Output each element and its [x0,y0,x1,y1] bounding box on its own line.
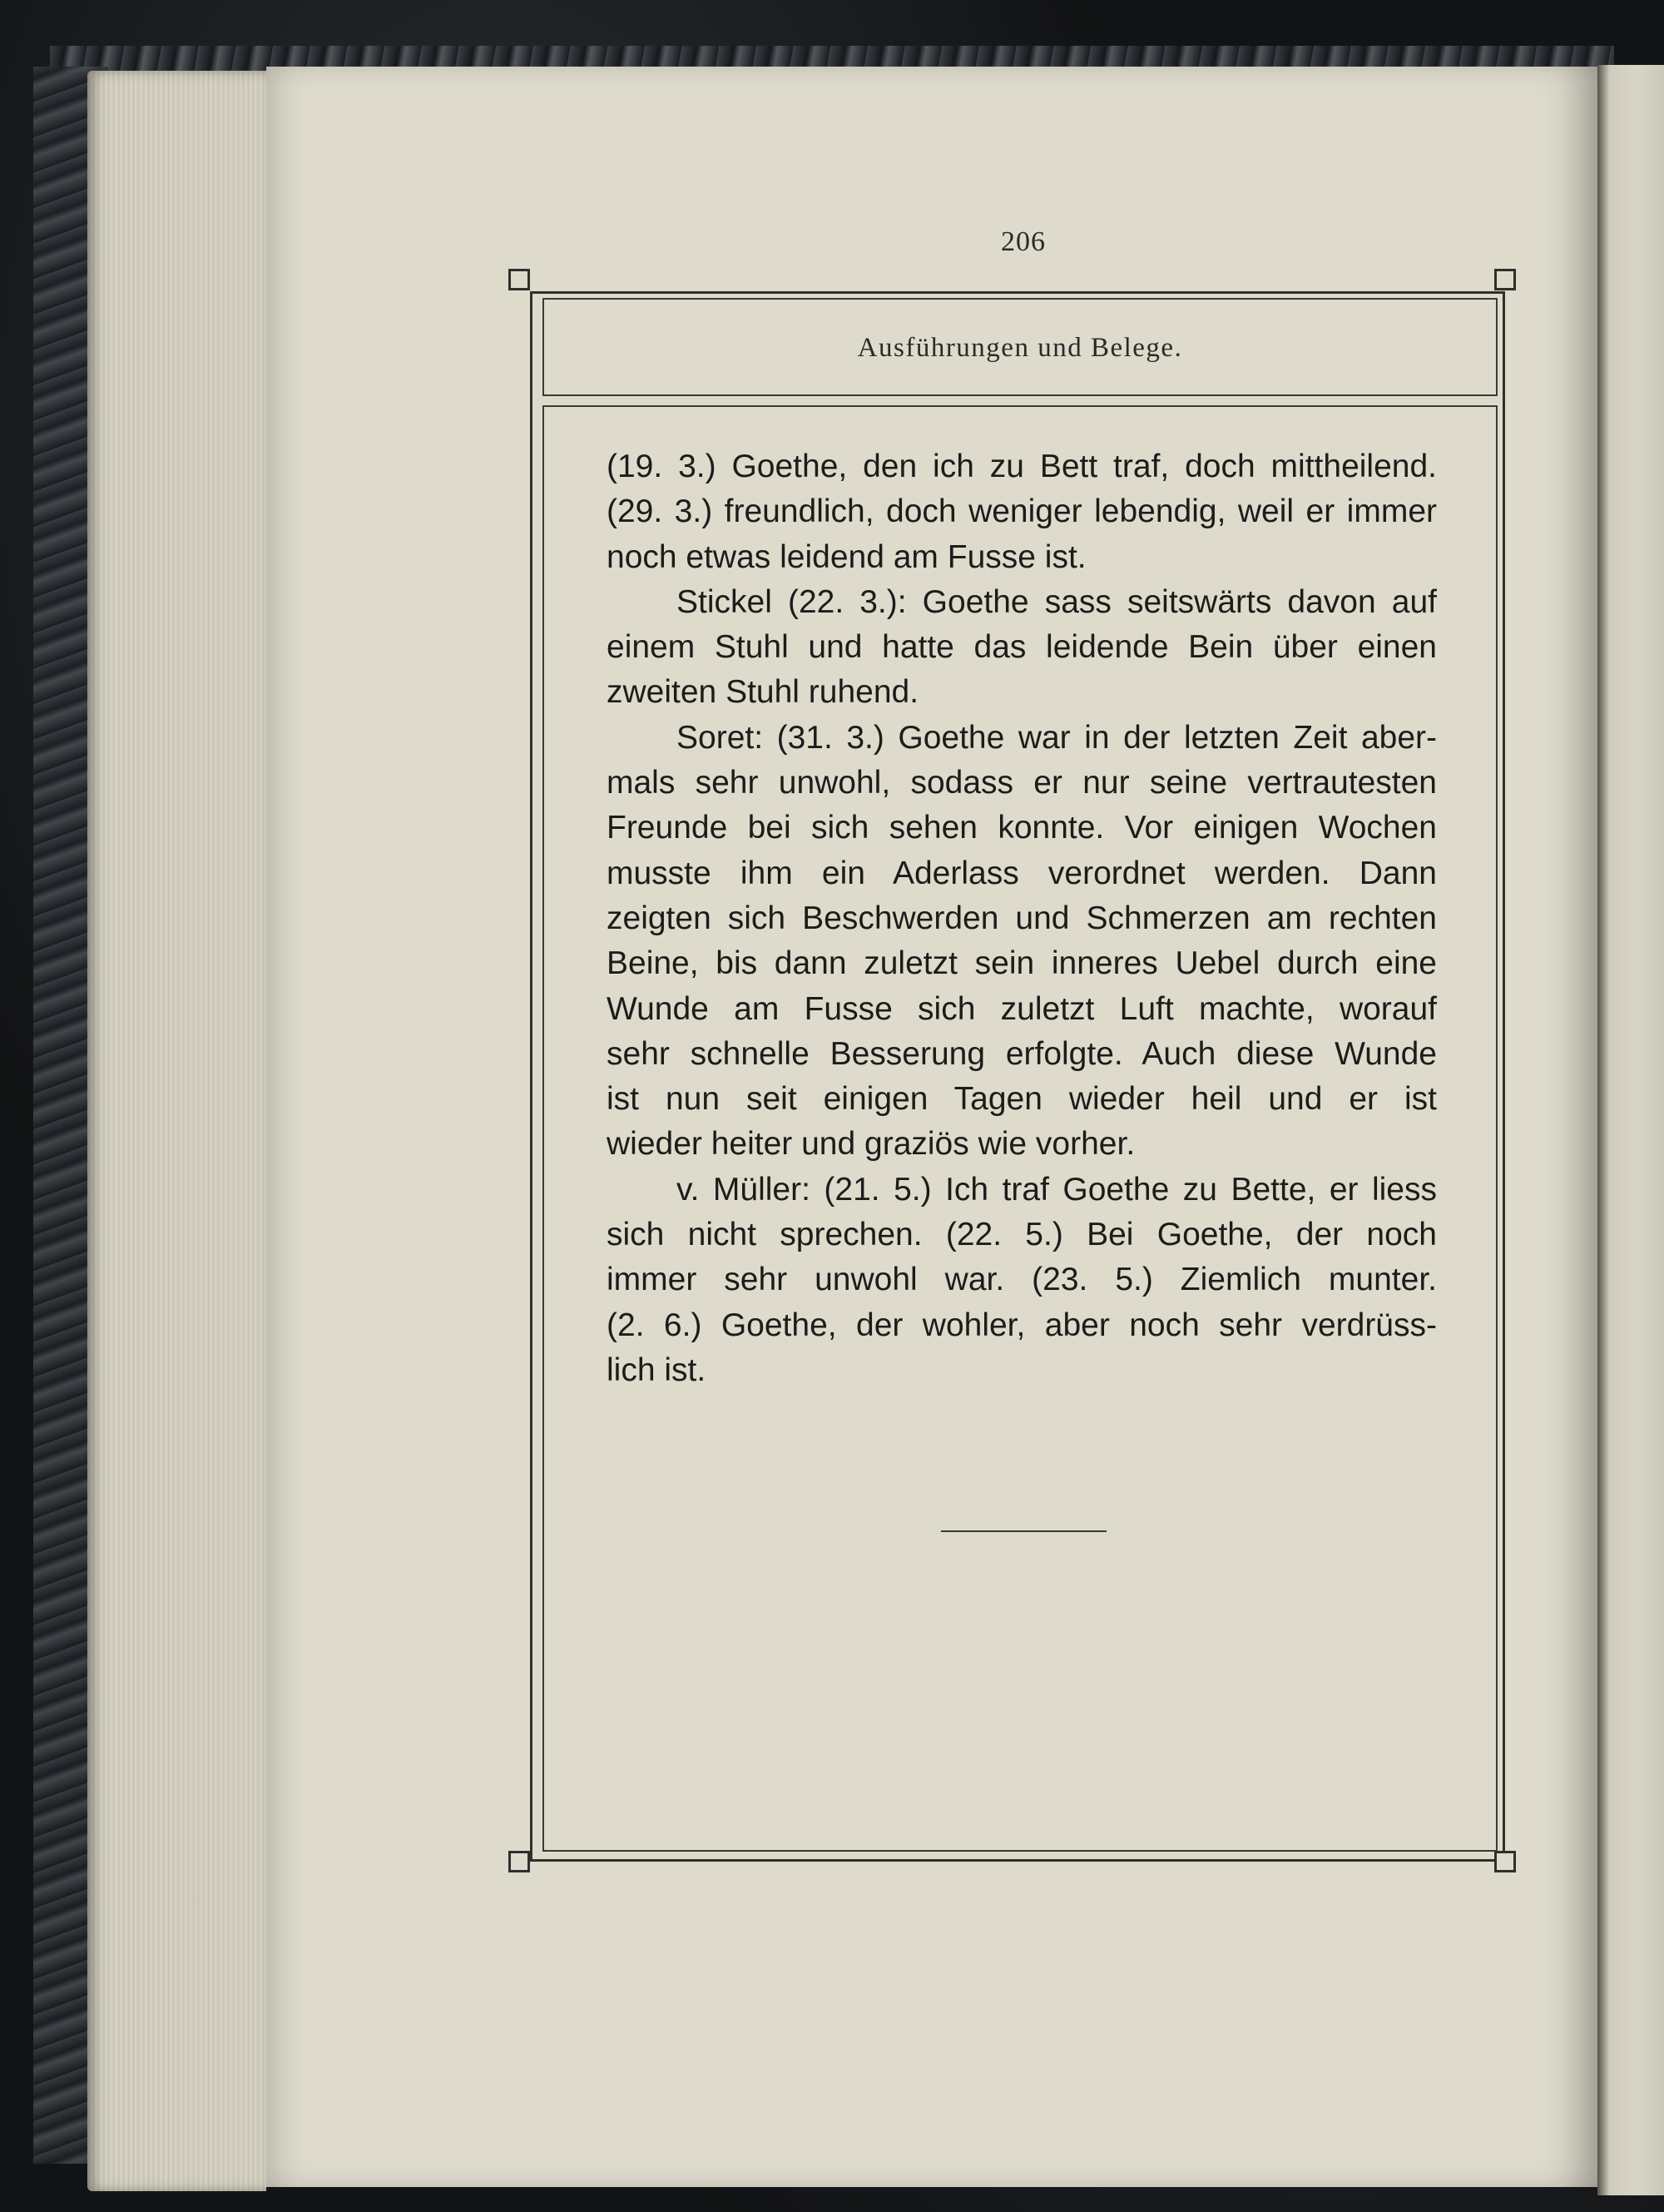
text-line: ist nun seit einigen Tagen wieder heil und er ist [607,1081,1437,1118]
running-header: Ausführungen und Belege. [857,333,1183,363]
text-line: (2. 6.) Goethe, der wohler, aber noch sehr verdrüss- [607,1307,1437,1343]
text-line: wieder heiter und graziös wie vorher. [607,1126,1136,1163]
text-line: einem Stuhl und hatte das leidende Bein über einen [607,629,1437,666]
frame-corner-top-right [1494,269,1516,290]
text-line: zeigten sich Beschwerden und Schmerzen am rechten [607,900,1437,936]
text-line: (29. 3.) freundlich, doch weniger lebendig, weil er immer [607,493,1437,530]
paragraph [607,444,1437,580]
body-text [607,444,1437,1393]
text-line: musste ihm ein Aderlass verordnet werden. Dann [607,855,1437,891]
text-line: immer sehr unwohl war. (23. 5.) Ziemlich munter. [607,1262,1437,1298]
frame-corner-top-left [508,269,530,290]
frame-corner-bottom-left [508,1851,530,1872]
text-line: Beine, bis dann zuletzt sein inneres Uebel durch eine [607,945,1437,982]
text-line: v. Müller: (21. 5.) Ich traf Goethe zu Bette, er liess [676,1171,1437,1208]
text-line: lich ist. [607,1352,706,1388]
stacked-page-edges [87,71,266,2191]
text-line: (19. 3.) Goethe, den ich zu Bett traf, doch mittheilend. [607,449,1437,484]
text-line: noch etwas leidend am Fusse ist. [607,538,1087,575]
section-end-rule [941,1530,1107,1532]
frame-corner-bottom-right [1494,1851,1516,1872]
text-line: zweiten Stuhl ruhend. [607,674,919,711]
facing-page-edge [1597,65,1664,2195]
text-line: mals sehr unwohl, sodass er nur seine vertrautesten [607,765,1437,801]
paragraph [607,1168,1437,1393]
text-line: sich nicht sprechen. (22. 5.) Bei Goethe, der noch [607,1217,1437,1253]
text-line: Soret: (31. 3.) Goethe war in der letzten Zeit aber- [676,719,1437,756]
page-number: 206 [1001,226,1046,257]
paragraph [607,580,1437,716]
text-line: Freunde bei sich sehen konnte. Vor einigen Wochen [607,810,1437,846]
text-line: sehr schnelle Besserung erfolgte. Auch diese Wunde [607,1035,1437,1072]
text-line: Wunde am Fusse sich zuletzt Luft machte, worauf [607,990,1437,1027]
paragraph [607,716,1437,1168]
text-line: Stickel (22. 3.): Goethe sass seitswärts davon auf [676,583,1437,620]
